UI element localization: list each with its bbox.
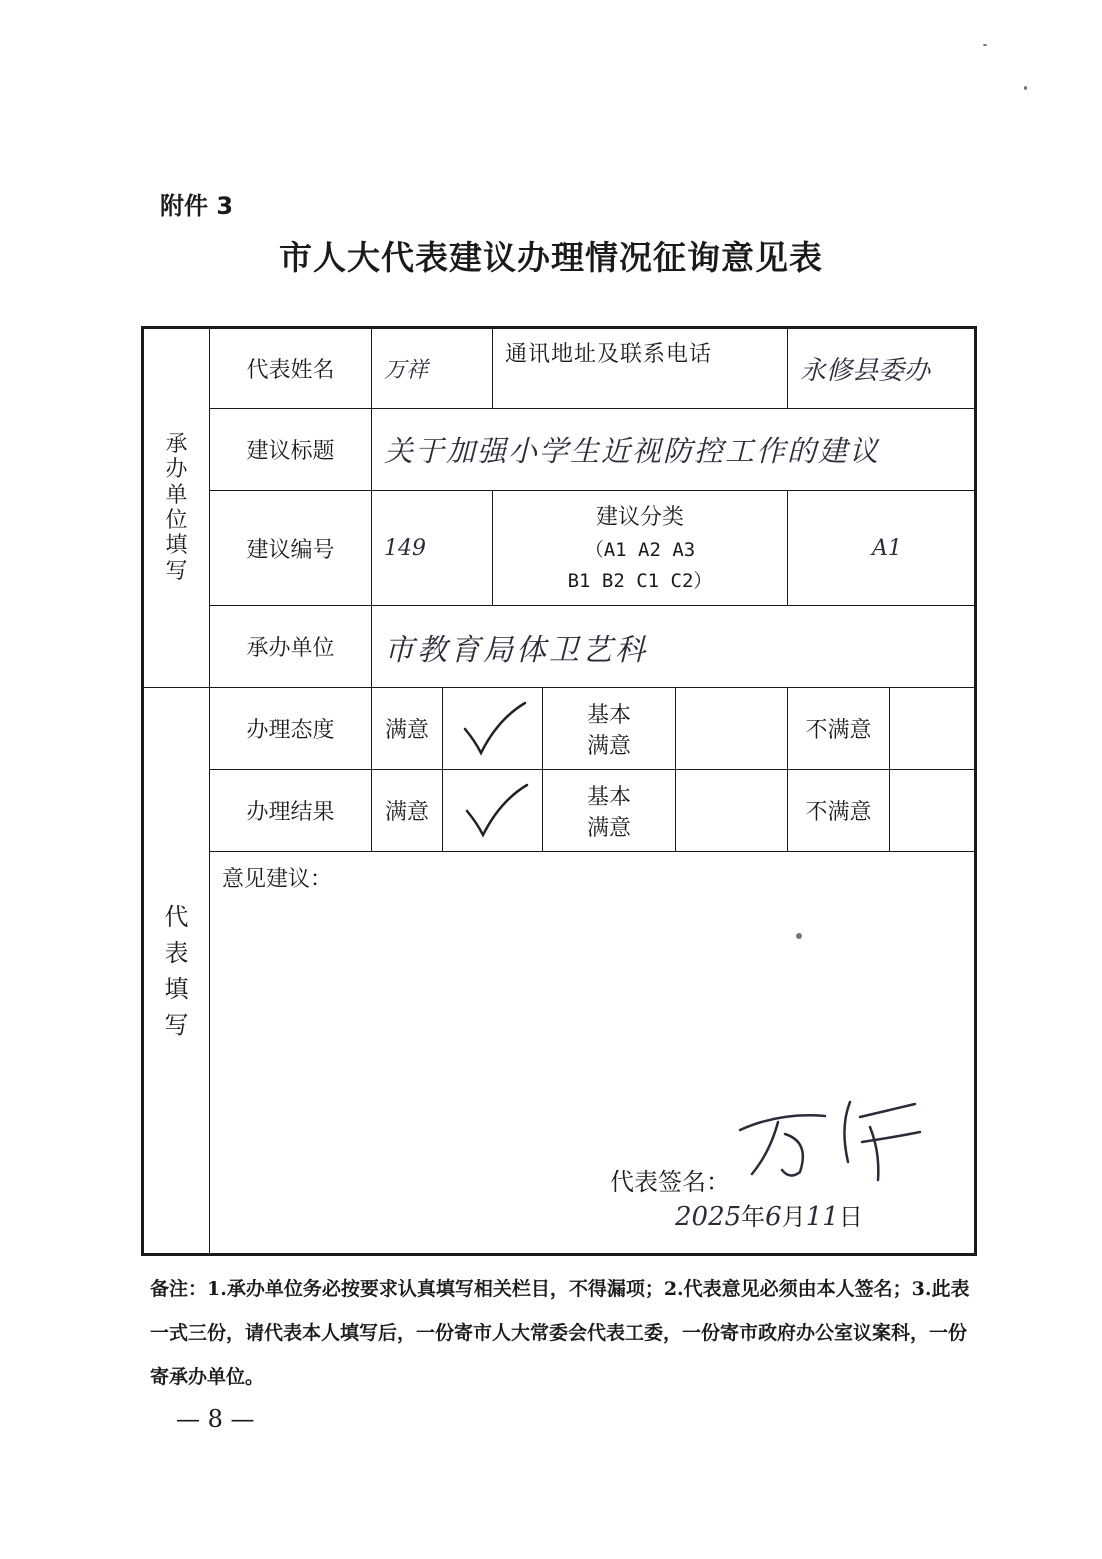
unit-value: 市教育局体卫艺科 bbox=[372, 606, 976, 688]
scan-speck bbox=[796, 933, 802, 939]
category-cell bbox=[493, 491, 788, 606]
date-day-hand: 11 bbox=[805, 1202, 839, 1232]
contact-value: 永修县委办 bbox=[788, 328, 976, 409]
section-rep-fill bbox=[143, 688, 210, 1255]
attitude-basic-line2: 满意 bbox=[586, 733, 631, 759]
attitude-satisfied-label: 满意 bbox=[372, 688, 443, 770]
title-value: 关于加强小学生近视防控工作的建议 bbox=[372, 409, 976, 491]
attitude-basic-line1: 基本 bbox=[586, 702, 631, 728]
section-char: 填 bbox=[165, 533, 188, 559]
scan-speck bbox=[983, 44, 987, 46]
result-basic-label bbox=[543, 770, 676, 852]
section-char: 表 bbox=[164, 938, 189, 967]
date-month-unit: 月 bbox=[781, 1203, 806, 1231]
rep-name-value: 万祥 bbox=[372, 328, 493, 409]
attitude-unsatisfied-box[interactable] bbox=[890, 688, 976, 770]
row-number bbox=[143, 491, 976, 606]
contact-label: 通讯地址及联系电话 bbox=[493, 328, 788, 409]
page-title: 市人大代表建议办理情况征询意见表 bbox=[279, 238, 823, 277]
signature-label: 代表签名： bbox=[610, 1168, 730, 1196]
section-char: 填 bbox=[164, 974, 189, 1003]
section-char: 承 bbox=[165, 432, 188, 458]
result-unsatisfied-label: 不满意 bbox=[788, 770, 890, 852]
row-title bbox=[143, 409, 976, 491]
result-unsatisfied-box[interactable] bbox=[890, 770, 976, 852]
section-unit-fill bbox=[143, 328, 210, 688]
number-value: 149 bbox=[372, 491, 493, 606]
result-satisfied-label: 满意 bbox=[372, 770, 443, 852]
opinion-area[interactable] bbox=[210, 852, 976, 1255]
result-basic-line2: 满意 bbox=[586, 815, 631, 841]
date-year-unit: 年 bbox=[741, 1203, 766, 1231]
result-basic-box[interactable] bbox=[676, 770, 788, 852]
date-month-hand: 6 bbox=[765, 1202, 782, 1232]
check-mark-icon bbox=[453, 699, 533, 759]
unit-label: 承办单位 bbox=[210, 606, 372, 688]
section-char: 位 bbox=[165, 508, 188, 533]
signature-date bbox=[675, 1197, 863, 1232]
result-label: 办理结果 bbox=[210, 770, 372, 852]
attitude-basic-box[interactable] bbox=[676, 688, 788, 770]
page-number: — 8 — bbox=[176, 1405, 255, 1433]
section-unit-text bbox=[144, 432, 209, 584]
row-rep-name bbox=[143, 328, 976, 409]
section-char: 写 bbox=[165, 558, 188, 584]
category-options-2: B1 B2 C1 C2） bbox=[567, 569, 713, 592]
rep-name-label: 代表姓名 bbox=[210, 328, 372, 409]
feedback-form-table bbox=[141, 326, 977, 1256]
row-attitude bbox=[143, 688, 976, 770]
title-label: 建议标题 bbox=[210, 409, 372, 491]
date-year-hand: 2025 bbox=[675, 1202, 742, 1232]
scan-speck bbox=[1024, 86, 1027, 90]
category-value: A1 bbox=[788, 491, 976, 606]
handwritten-signature bbox=[730, 1092, 930, 1182]
attitude-basic-label bbox=[543, 688, 676, 770]
opinion-label: 意见建议： bbox=[222, 867, 333, 892]
category-options-1: （A1 A2 A3 bbox=[584, 539, 696, 562]
attitude-satisfied-box[interactable] bbox=[443, 688, 543, 770]
number-label: 建议编号 bbox=[210, 491, 372, 606]
attachment-label: 附件 3 bbox=[160, 192, 234, 220]
row-result bbox=[143, 770, 976, 852]
section-char: 写 bbox=[164, 1010, 189, 1039]
attitude-label: 办理态度 bbox=[210, 688, 372, 770]
section-char: 办 bbox=[165, 457, 188, 483]
result-satisfied-box[interactable] bbox=[443, 770, 543, 852]
row-opinion bbox=[143, 852, 976, 1255]
footnote-remarks: 备注：1.承办单位务必按要求认真填写相关栏目，不得漏项；2.代表意见必须由本人签名；3.此表一式三份，请代表本人填写后，一份寄市人大常委会代表工委，一份寄市政府办公室议案科，一份寄承办单位。 bbox=[150, 1278, 970, 1388]
attitude-unsatisfied-label: 不满意 bbox=[788, 688, 890, 770]
check-mark-icon bbox=[453, 781, 533, 841]
section-rep-text bbox=[144, 899, 209, 1043]
section-char: 代 bbox=[164, 902, 189, 931]
row-unit bbox=[143, 606, 976, 688]
section-char: 单 bbox=[165, 482, 188, 508]
date-day-unit: 日 bbox=[838, 1203, 863, 1231]
category-label: 建议分类 bbox=[595, 505, 684, 531]
result-basic-line1: 基本 bbox=[586, 784, 631, 810]
